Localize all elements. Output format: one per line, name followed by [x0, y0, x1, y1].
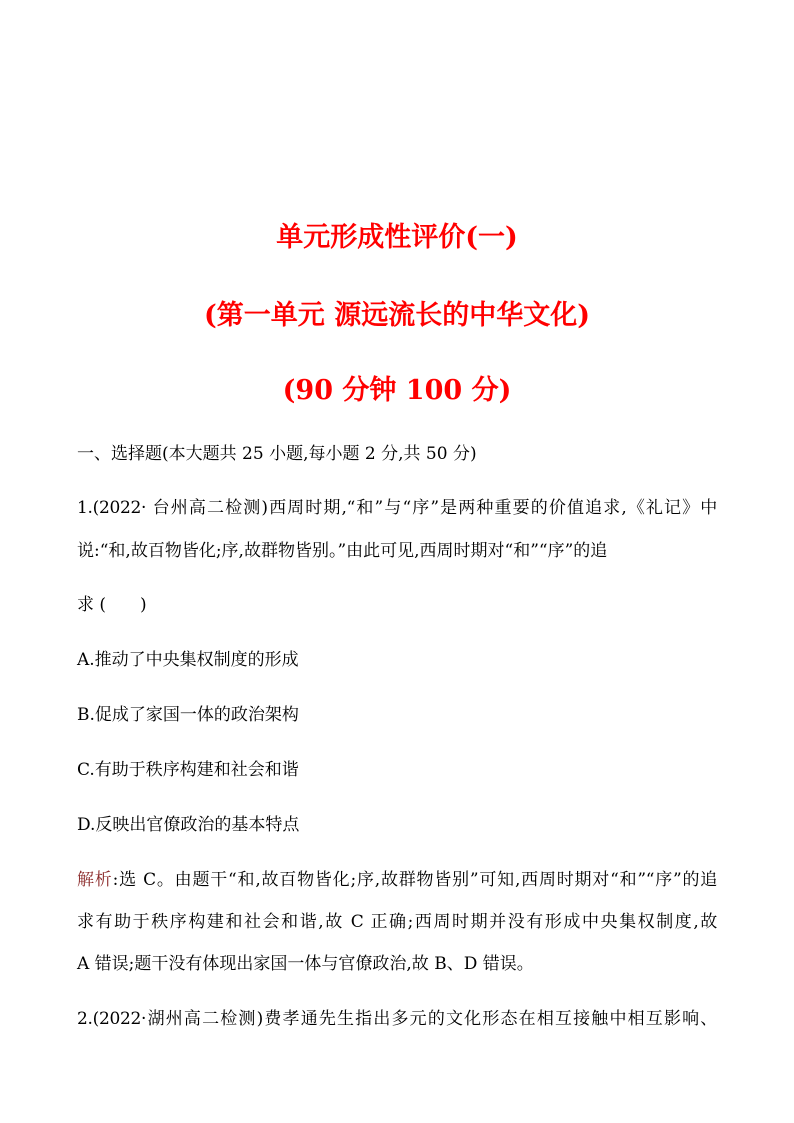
question-2-stem-line-1: 2.(2022·湖州高二检测)费孝通先生指出多元的文化形态在相互接触中相互影响、: [77, 1009, 717, 1029]
question-1-option-b: B.促成了家国一体的政治架构: [77, 705, 299, 725]
question-1-option-d: D.反映出官僚政治的基本特点: [77, 815, 300, 835]
analysis-text-1: :选 C。由题干“和,故百物皆化;序,故群物皆别”可知,西周时期对“和”“序”的追: [112, 870, 717, 890]
question-1-analysis-line-1: [77, 872, 717, 889]
question-1-stem-line-2: 说:“和,故百物皆化;序,故群物皆别。”由此可见,西周时期对“和”“序”的追: [77, 541, 608, 561]
question-1-analysis-line-2: 求有助于秩序构建和社会和谐,故 C 正确;西周时期并没有形成中央集权制度,故: [77, 912, 717, 932]
question-1-stem-line-3: 求 ( ): [77, 595, 147, 615]
question-1-option-a: A.推动了中央集权制度的形成: [77, 650, 299, 670]
question-1-option-c: C.有助于秩序构建和社会和谐: [77, 760, 299, 780]
analysis-label: 解析: [77, 870, 113, 890]
page-title: 单元形成性评价(一): [276, 222, 518, 253]
question-1-stem-line-1: 1.(2022· 台州高二检测)西周时期,“和”与“序”是两种重要的价值追求,《礼记》中: [77, 498, 717, 518]
section-header: 一、选择题(本大题共 25 小题,每小题 2 分,共 50 分): [77, 444, 477, 464]
unit-subtitle: (第一单元 源远流长的中华文化): [204, 300, 590, 331]
time-score-subtitle: (90 分钟 100 分): [282, 375, 512, 406]
question-1-analysis-line-3: A 错误;题干没有体现出家国一体与官僚政治,故 B、D 错误。: [77, 954, 534, 974]
